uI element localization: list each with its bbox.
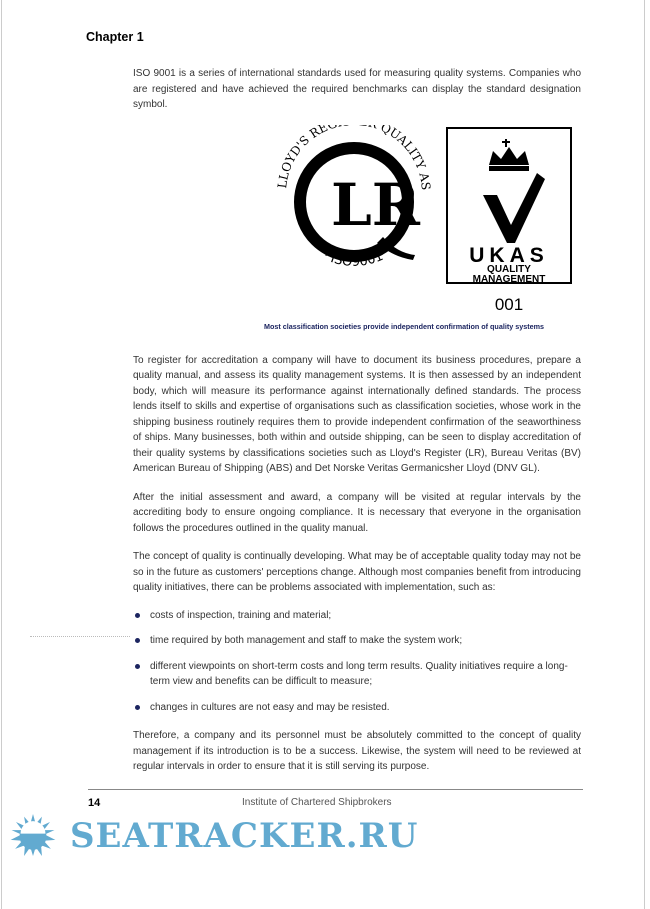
dotted-divider: [30, 636, 130, 637]
watermark: [0, 814, 650, 856]
svg-text:LR: LR: [331, 170, 420, 239]
conclusion-paragraph: Therefore, a company and its personnel must be absolutely committed to the concept of quality management if its introduction is to be a success. Likewise, the system will need to be reviewed at regular intervals in order to ensure that it is still serving its purpose.: [133, 730, 581, 772]
footer: [88, 789, 583, 812]
body-paragraph: After the initial assessment and award, a company will be visited at regular intervals by the accrediting body to ensure ongoing compliance. It is necessary that everyone in the organisation follows the procedures outlined in the quality manual.: [133, 491, 581, 534]
chapter-heading: Chapter 1: [86, 30, 144, 44]
ukas-logo: [447, 128, 571, 314]
sun-watermark-icon: [8, 814, 58, 856]
svg-text:LLOYD'S REGISTER QUALITY ASSUR: LLOYD'S RE QUALITY AS: [275, 124, 434, 191]
page-number: 14: [88, 796, 101, 809]
watermark-text: SEATRACKER.RU: [70, 815, 419, 856]
bullet-icon: [135, 613, 140, 618]
list-item: different viewpoints on short-term costs and long term results. Quality initiatives require a long-term view and benefits can be difficult to measure;: [133, 659, 581, 690]
svg-text:001: 001: [494, 294, 524, 314]
svg-text:QUALITY: QUALITY: [487, 263, 531, 275]
list-item: time required by both management and staff to make the system work;: [133, 633, 581, 649]
svg-text:MANAGEMENT: MANAGEMENT: [472, 273, 546, 285]
bullet-icon: [135, 705, 140, 710]
list-item: costs of inspection, training and material;: [133, 608, 581, 624]
body-paragraph: To register for accreditation a company will have to document its business procedures, prepare a quality manual, and assess its quality management systems. It is then assessed by an independent body, which will measure its performance against internationally defined standards. The process lends itself to skills and expertise of organisations such as classification societies, whose work in the shipping business routinely requires them to provide independent confirmation of the seaworthiness of ships. Many businesses, both within and outside shipping, can be seen to display accreditation of their quality systems by classifications societies such as Lloyd's Register (LR), Bureau Veritas (BV) American Bureau of Shipping (ABS) and Det Norske Veritas Germanicsher Lloyd (DNV GL).: [133, 354, 581, 474]
bullet-icon: [135, 664, 140, 669]
svg-text:· ISO9001: · ISO9001: [320, 247, 386, 270]
body-paragraph: The concept of quality is continually developing. What may be of acceptable quality today may not be so in the future as customers' perceptions change. Although most companies benefit from introducing quality initiatives, there can be problems associated with implementation, such as:: [133, 551, 581, 593]
figure-caption: Most classification societies provide independent confirmation of quality systems: [264, 321, 544, 331]
bullet-list: [133, 608, 581, 716]
list-item: changes in cultures are not easy and may be resisted.: [133, 700, 581, 716]
bullet-icon: [135, 638, 140, 643]
lr-iso9001-logo: [275, 125, 575, 320]
intro-paragraph: ISO 9001 is a series of international standards used for measuring quality systems. Companies who are registered and have achieved the required benchmarks can display the standard designation symbol.: [133, 68, 581, 110]
footer-publisher: Institute of Chartered Shipbrokers: [242, 796, 392, 808]
svg-text:UKAS: UKAS: [469, 243, 549, 267]
certification-logos: [275, 125, 575, 320]
